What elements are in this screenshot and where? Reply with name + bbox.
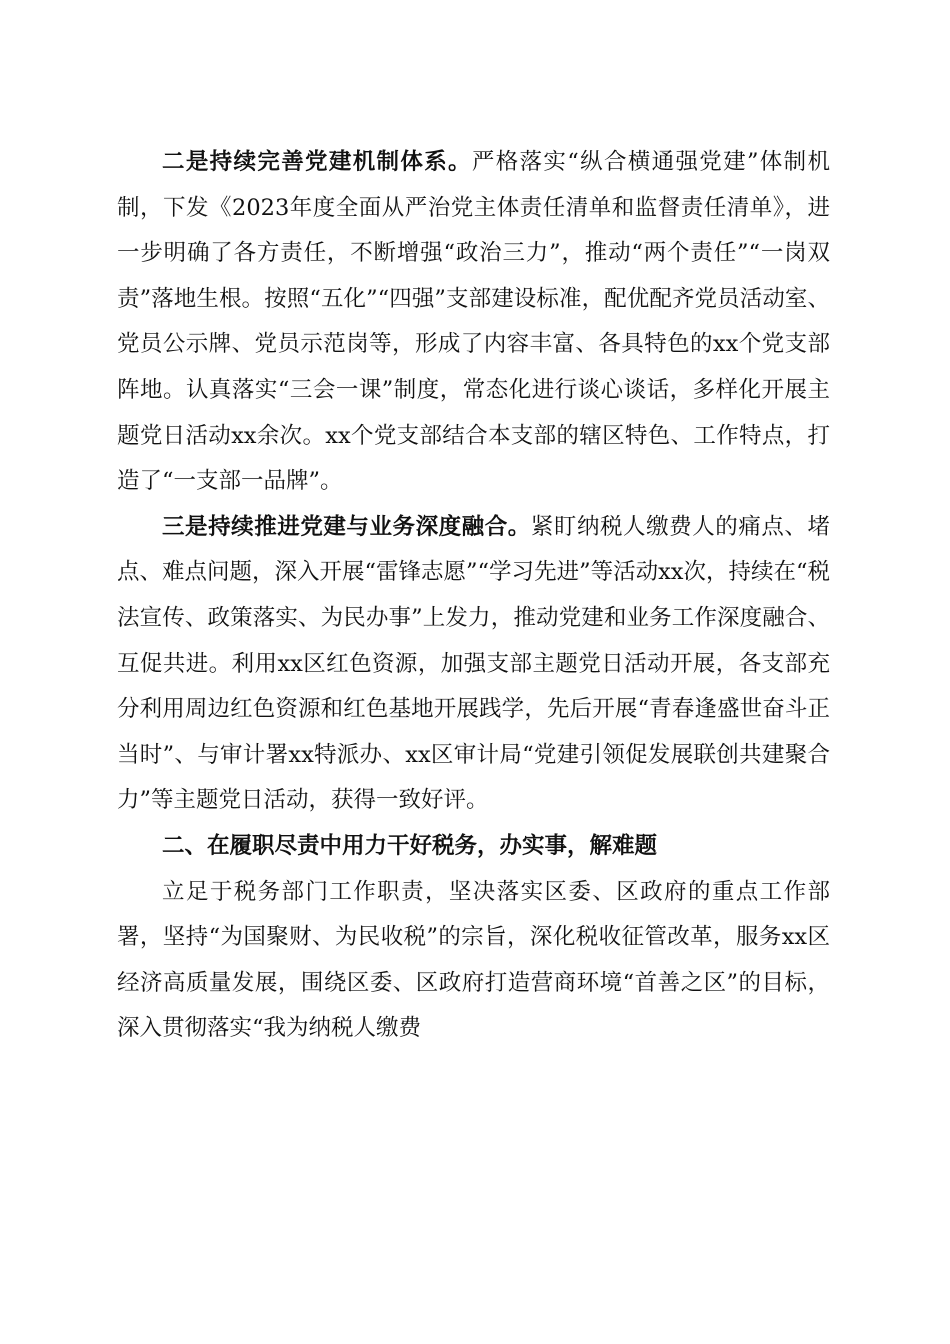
paragraph-lead: 二是持续完善党建机制体系。: [162, 149, 472, 175]
paragraph-party-business-integration: [117, 505, 830, 824]
document-body: [117, 140, 830, 1052]
paragraph-party-mechanism: [117, 140, 830, 505]
paragraph-body: 严格落实“纵合横通强党建”体制机制，下发《2023年度全面从严治党主体责任清单和监督责任清单》，进一步明确了各方责任，不断增强“政治三力”，推动“两个责任”“一岗双责”落地生根。按照“五化”“四强”支部建设标准，配优配齐党员活动室、党员公示牌、党员示范岗等，形成了内容丰富、各具特色的xx个党支部阵地。认真落实“三会一课”制度，常态化进行谈心谈话，多样化开展主题党日活动xx余次。xx个党支部结合本支部的辖区特色、工作特点，打造了“一支部一品牌”。: [117, 149, 830, 495]
paragraph-duty-performance: 立足于税务部门工作职责，坚决落实区委、区政府的重点工作部署，坚持“为国聚财、为民收税”的宗旨，深化税收征管改革，服务xx区经济高质量发展，围绕区委、区政府打造营商环境“首善之区”的目标，深入贯彻落实“我为纳税人缴费: [117, 878, 830, 1042]
section-heading: 二、在履职尽责中用力干好税务，办实事，解难题: [162, 832, 658, 859]
paragraph-lead: 三是持续推进党建与业务深度融合。: [162, 513, 531, 540]
paragraph-body: 紧盯纳税人缴费人的痛点、堵点、难点问题，深入开展“雷锋志愿”“学习先进”等活动xx次，持续在“税法宣传、政策落实、为民办事”上发力，推动党建和业务工作深度融合、互促共进。利用xx区红色资源，加强支部主题党日活动开展，各支部充分利用周边红色资源和红色基地开展践学，先后开展“青春逢盛世奋斗正当时”、与审计署xx特派办、xx区审计局“党建引领促发展联创共建聚合力”等主题党日活动，获得一致好评。: [117, 513, 830, 814]
